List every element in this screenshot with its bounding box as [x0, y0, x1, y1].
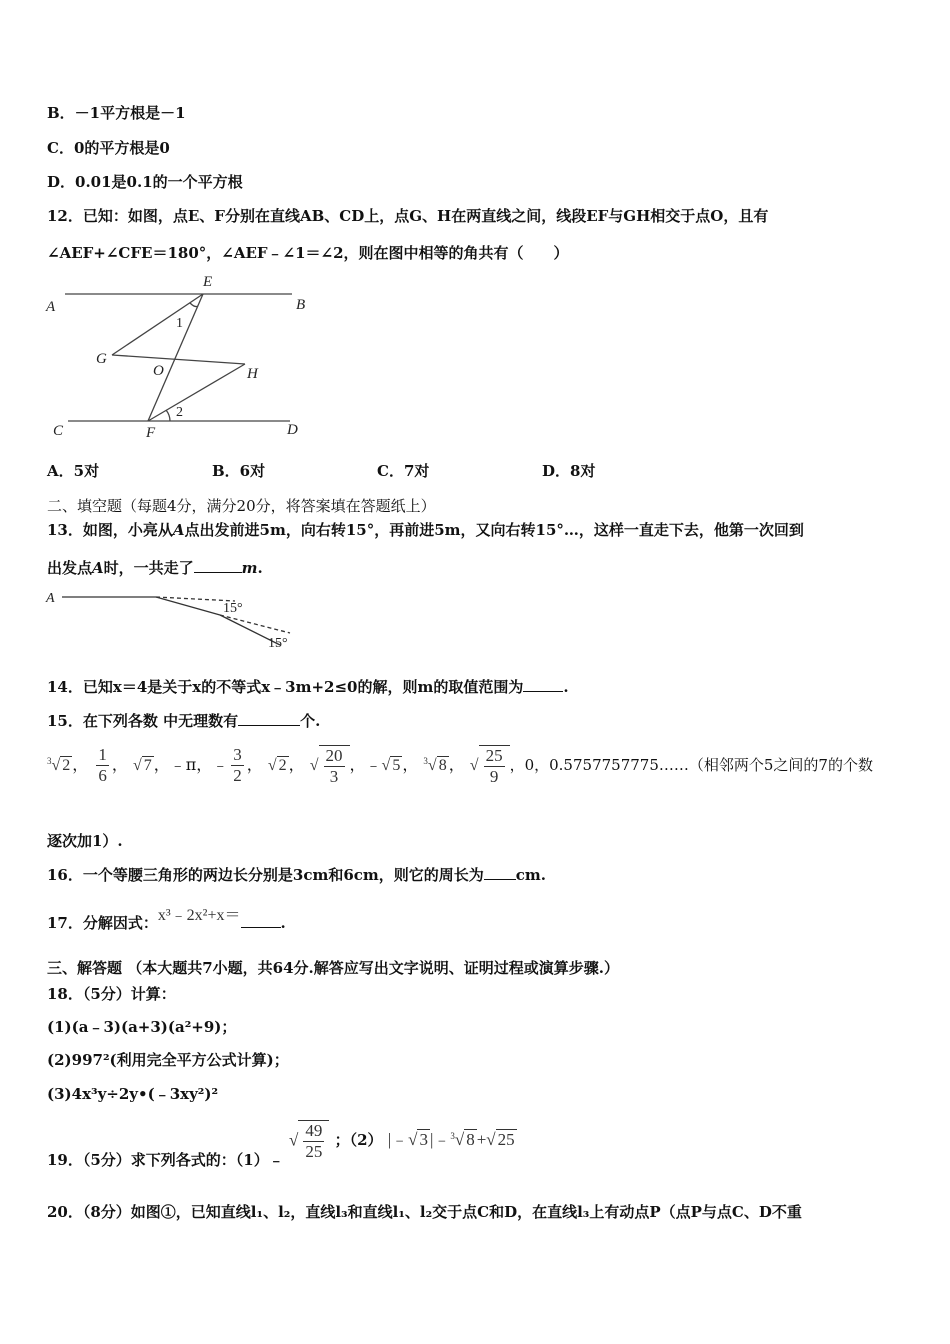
label-c: C — [53, 423, 64, 439]
item-sqrt5: √ 5 — [381, 757, 401, 775]
q13-line2: 出发点A时，一共走了 m. — [47, 559, 263, 577]
item-1-6: $\frac{1}{6}$ — [98, 745, 107, 786]
q15-tail: ，0，0.5757757775……（相邻两个5之间的7的个数 — [509, 756, 873, 775]
q18-part2: (2)997²(利用完全平方公式计算)； — [47, 1051, 289, 1069]
q12-option-a: A．5对 — [47, 462, 100, 480]
q17-expression: x³﹣2x²+x＝ — [157, 907, 241, 924]
item-sqrt2: √ 2 — [267, 757, 287, 775]
q12-figure — [40, 268, 320, 440]
q18-part1: (1)(a﹣3)(a+3)(a²+9)； — [47, 1018, 237, 1036]
option-11-b: B．－1平方根是－1 — [47, 104, 186, 122]
item-sqrt-20-3: √ $\frac{20}{3}$ — [310, 757, 350, 774]
label-angle-1: 1 — [176, 316, 183, 331]
q12-line1: 12．已知：如图，点E、F分别在直线AB、CD上，点G、H在两直线之间，线段EF与GH相交于点O，且有 — [47, 207, 769, 225]
label-b: B — [296, 297, 306, 313]
q17-answer-blank — [241, 913, 281, 928]
section-2-heading: 二、填空题（每题4分，满分20分，将答案填在答题纸上） — [47, 497, 436, 515]
q12-line2: ∠AEF+∠CFE＝180°，∠AEF﹣∠1＝∠2，则在图中相等的角共有（ ） — [47, 244, 569, 262]
q12-option-d: D．8对 — [542, 462, 596, 480]
q12-option-c: C．7对 — [377, 462, 430, 480]
label-angle-15-2: 15° — [268, 636, 288, 651]
q13-answer-blank — [194, 558, 242, 573]
item-sqrt7: √ 7 — [132, 757, 152, 775]
item-cbrt8: $^3$√ 8 — [423, 756, 447, 775]
segment-gh — [112, 355, 245, 364]
item-cbrt2: $^3$√ 2 — [47, 756, 71, 775]
q17: 17．分解因式：x³﹣2x²+x＝ . — [47, 907, 286, 932]
q18-heading: 18．（5分）计算： — [47, 985, 176, 1003]
q19-expr2: |﹣√ 3 |﹣$^3$√ 8 +√ 25 — [387, 1130, 515, 1150]
label-angle-15-1: 15° — [223, 601, 243, 616]
q15-number-list: $^3$√ 2 ， $\frac{1}{6}$ ， √ 7 ，﹣π，﹣ $\frac{3}{2}$ ， √ 2 ， √ $\frac{20}{3}$ ，﹣√ 5 ， $^3$√ 8 ， √ $\frac{25}{9}$ ，0，0.5757757775……（相邻两个5之间的7的个数 — [47, 745, 873, 786]
label-g: G — [96, 351, 107, 367]
label-angle-2: 2 — [176, 405, 183, 420]
q16: 16．一个等腰三角形的两边长分别是3cm和6cm，则它的周长为 cm. — [47, 866, 546, 884]
angle-2-arc — [166, 410, 170, 421]
item-sqrt-25-9: √ $\frac{25}{9}$ — [470, 757, 510, 774]
label-a: A — [46, 591, 55, 606]
q15-answer-blank — [238, 711, 300, 726]
q14: 14．已知x＝4是关于x的不等式x﹣3m+2≤0的解，则m的取值范围为 . — [47, 678, 569, 696]
q16-answer-blank — [484, 865, 516, 880]
label-f: F — [146, 425, 156, 440]
option-11-c: C．0的平方根是0 — [47, 139, 170, 157]
q19: 19．（5分）求下列各式的：（1）﹣ √ $\frac{49}{25}$ ；（2） |﹣√ 3 |﹣$^3$√ 8 +√ 25 — [47, 1121, 515, 1170]
item-3-2: $\frac{3}{2}$ — [233, 745, 242, 786]
label-e: E — [203, 274, 213, 290]
q14-answer-blank — [523, 677, 563, 692]
label-o: O — [153, 363, 164, 379]
angle-1-arc — [190, 303, 198, 307]
q20: 20．（8分）如图①，已知直线l₁、l₂，直线l₃和直线l₁、l₂交于点C和D，在直线l₃上有动点P（点P与点C、D不重 — [47, 1203, 802, 1221]
label-d: D — [287, 422, 298, 438]
q12-option-b: B．6对 — [212, 462, 266, 480]
label-h: H — [247, 366, 258, 382]
label-a: A — [46, 299, 56, 315]
option-11-d: D．0.01是0.1的一个平方根 — [47, 173, 243, 191]
q15-continuation: 逐次加1）. — [47, 832, 123, 850]
section-3-heading: 三、解答题 （本大题共7小题，共64分.解答应写出文字说明、证明过程或演算步骤.） — [47, 959, 619, 977]
q19-expr1: √ $\frac{49}{25}$ — [289, 1120, 329, 1162]
q15: 15．在下列各数 中无理数有 个. — [47, 712, 321, 730]
q18-part3: (3)4x³y÷2y•(﹣3xy²)² — [47, 1085, 219, 1103]
q13-figure — [40, 585, 310, 653]
q13-line1: 13．如图，小亮从A点出发前进5m，向右转15°，再前进5m，又向右转15°…，这样一直走下去，他第一次回到 — [47, 521, 804, 539]
